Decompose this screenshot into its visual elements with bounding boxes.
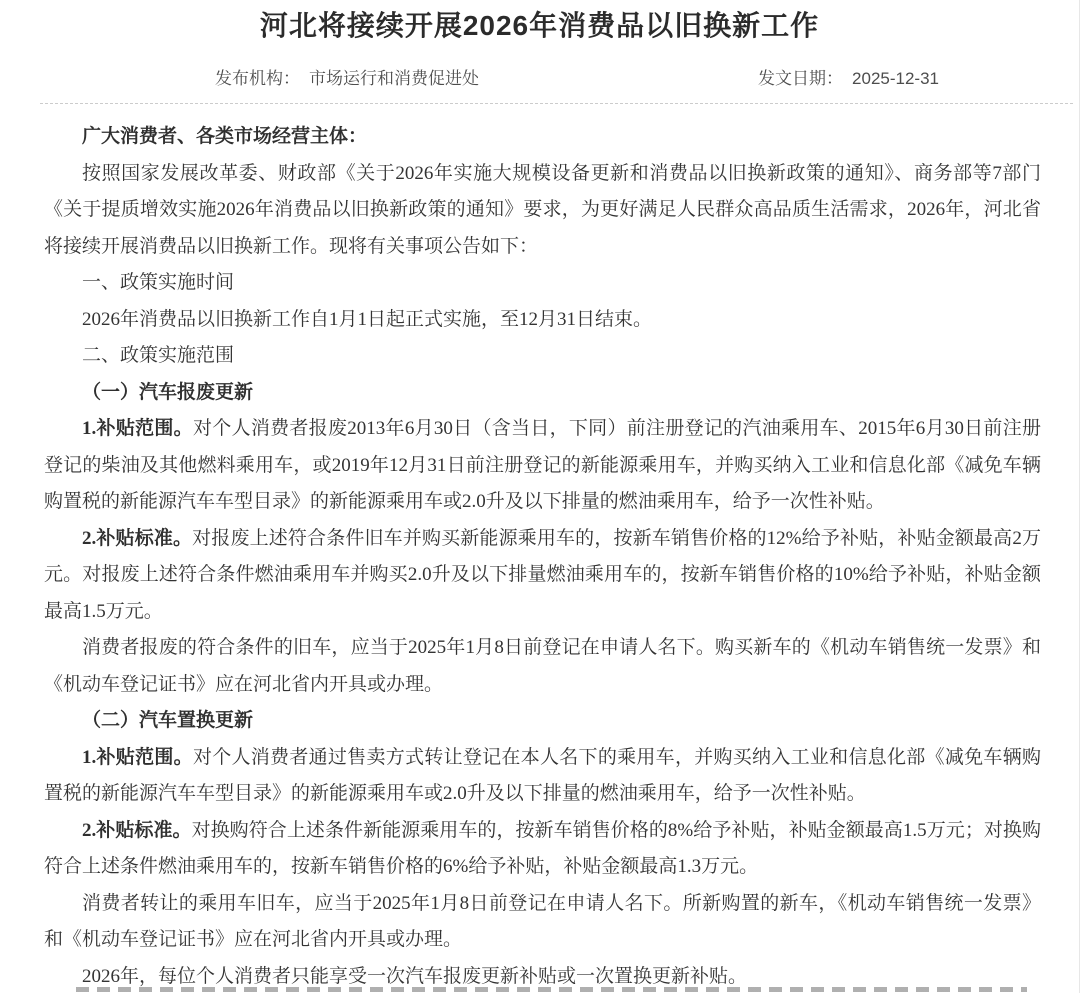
publish-date-value: 2025-12-31 bbox=[852, 69, 939, 88]
paragraph: 广大消费者、各类市场经营主体： bbox=[82, 126, 368, 147]
publisher-field bbox=[215, 68, 479, 90]
paragraph: 2.补贴标准。对换购符合上述条件新能源乘用车的，按新车销售价格的8%给予补贴，补贴金额最高1.5万元；对换购符合上述条件燃油乘用车的，按新车销售价格的6%给予补贴，补贴金额最高1.3万元。 bbox=[44, 819, 1041, 877]
paragraph: 1.补贴范围。对个人消费者报废2013年6月30日（含当日，下同）前注册登记的汽油乘用车、2015年6月30日前注册登记的柴油及其他燃料乘用车，或2019年12月31日前注册登记的新能源乘用车，并购买纳入工业和信息化部《减免车辆购置税的新能源汽车车型目录》的新能源乘用车或2.0升及以下排量的燃油乘用车，给予一次性补贴。 bbox=[44, 418, 1041, 512]
publish-date-field bbox=[758, 68, 939, 90]
paragraph: （二）汽车置换更新 bbox=[82, 710, 254, 731]
paragraph-bold-prefix: 1.补贴范围。 bbox=[82, 746, 193, 768]
paragraph: 消费者转让的乘用车旧车，应当于2025年1月8日前登记在申请人名下。所新购置的新车，《机动车销售统一发票》和《机动车登记证书》应在河北省内开具或办理。 bbox=[44, 892, 1041, 950]
meta-bar bbox=[0, 68, 1079, 90]
paragraph: 二、政策实施范围 bbox=[82, 345, 235, 366]
page-title: 河北将接续开展2026年消费品以旧换新工作 bbox=[259, 10, 820, 41]
paragraph: 2026年消费品以旧换新工作自1月1日起正式实施，至12月31日结束。 bbox=[82, 308, 653, 330]
paragraph-bold-prefix: 2.补贴标准。 bbox=[82, 819, 192, 841]
paragraph-bold-prefix: 2.补贴标准。 bbox=[82, 527, 193, 549]
paragraph: 2.补贴标准。对报废上述符合条件旧车并购买新能源乘用车的，按新车销售价格的12%给予补贴，补贴金额最高2万元。对报废上述符合条件燃油乘用车并购买2.0升及以下排量燃油乘用车的，按新车销售价格的10%给予补贴，补贴金额最高1.5万元。 bbox=[44, 527, 1041, 622]
paragraph: 消费者报废的符合条件的旧车，应当于2025年1月8日前登记在申请人名下。购买新车的《机动车销售统一发票》和《机动车登记证书》应在河北省内开具或办理。 bbox=[44, 637, 1041, 695]
publisher-value: 市场运行和消费促进处 bbox=[309, 69, 479, 88]
paragraph: 1.补贴范围。对个人消费者通过售卖方式转让登记在本人名下的乘用车，并购买纳入工业和信息化部《减免车辆购置税的新能源汽车车型目录》的新能源乘用车或2.0升及以下排量的燃油乘用车，给予一次性补贴。 bbox=[44, 746, 1041, 804]
paragraph-bold-prefix: 1.补贴范围。 bbox=[82, 418, 193, 439]
document-body bbox=[0, 104, 1079, 993]
paragraph: （一）汽车报废更新 bbox=[82, 381, 254, 403]
paragraph: 2026年，每位个人消费者只能享受一次汽车报废更新补贴或一次置换更新补贴。 bbox=[82, 965, 748, 987]
publisher-label: 发布机构： bbox=[215, 69, 300, 88]
clipped-text-line bbox=[76, 987, 1027, 992]
publish-date-label: 发文日期： bbox=[758, 69, 844, 88]
paragraph: 按照国家发展改革委、财政部《关于2026年实施大规模设备更新和消费品以旧换新政策的通知》、商务部等7部门《关于提质增效实施2026年消费品以旧换新政策的通知》要求，为更好满足人民群众高品质生活需求，2026年，河北省将接续开展消费品以旧换新工作。现将有关事项公告如下： bbox=[44, 162, 1041, 257]
paragraph: 一、政策实施时间 bbox=[82, 272, 235, 293]
